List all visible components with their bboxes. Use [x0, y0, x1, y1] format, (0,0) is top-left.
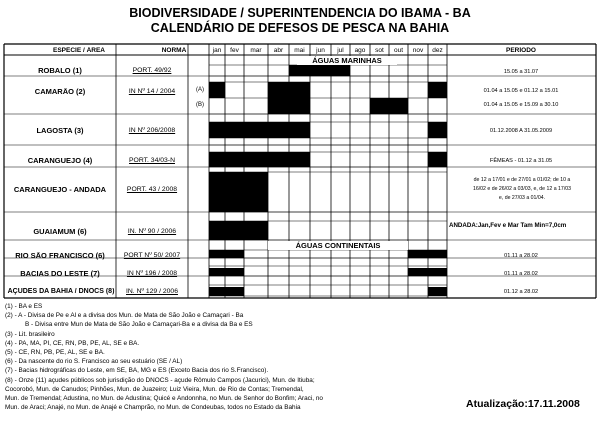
species-acudes-dnocs: AÇUDES DA BAHIA / DNOCS (8) [7, 288, 115, 295]
norma-camarao: IN Nº 14 / 2004 [128, 88, 176, 95]
periodo-robalo: 15.05 a 31.07 [503, 69, 539, 75]
species-rio-sao-francisco: RIO SÃO FRANCISCO (6) [15, 252, 105, 260]
closed-season-bacias-leste [408, 268, 447, 276]
species-robalo: ROBALO (1) [38, 67, 82, 75]
footnote: Cocorobó, Mun. de Canudos; Pinhões, Mun. de Juazeiro; Luiz Vieira, Mun. de Rio de Contas; Tremendal, [5, 385, 304, 393]
footnote: (3) - Lit. brasileiro [5, 330, 55, 338]
closed-season-acudes-jan-feb [209, 287, 244, 296]
footnote: B - Divisa entre Mun de Mata de São João e Camaçari-Ba e a divisa da Ba e ES [25, 321, 253, 329]
update-date: Atualização:17.11.2008 [466, 398, 580, 410]
species-caranguejo-andada: CARANGUEJO - ANDADA [13, 186, 107, 194]
month-header-dez: dez [432, 47, 443, 54]
closed-season-andada [209, 172, 268, 212]
month-header-fev: fev [230, 47, 239, 54]
month-header-jan: jan [212, 47, 222, 54]
norma-lagosta: IN Nº 206/2008 [128, 127, 176, 134]
closed-season-rio-sao-francisco-jan-feb [209, 250, 244, 258]
closed-season-camarao-a-dec [428, 82, 447, 98]
periodo-acudes-dnocs: 01.12 a 28.02 [503, 289, 539, 295]
month-header-jul: jul [337, 47, 344, 54]
norma-header: NORMA [161, 47, 187, 54]
footnote: (1) - BA e ES [5, 303, 43, 310]
norma-guaiamum: IN. Nº 90 / 2006 [127, 228, 177, 235]
month-header-mai: mai [294, 47, 305, 54]
species-guaiamum: GUAIAMUM (6) [33, 228, 87, 236]
periodo-rio-sao-francisco: 01.11 a 28.02 [504, 253, 538, 259]
closed-season-camarao-b-sep-oct [370, 98, 408, 114]
footnotes [5, 302, 445, 412]
periodo-andada-line3: e, de 27/03 a 01/04. [498, 195, 546, 201]
periodo-andada-line1: de 12 a 17/01 e de 27/01 a 01/02; de 10 a [473, 177, 571, 183]
month-header-out: out [393, 47, 404, 54]
species-header: ESPÉCIE / ÁREA [52, 47, 105, 54]
species-bacias-do-leste: BACIAS DO LESTE (7) [20, 270, 100, 278]
month-header-nov: nov [412, 47, 424, 54]
closed-season-acudes-dec [428, 287, 447, 296]
month-header-sot: sot [375, 47, 384, 54]
footnote: Mun. de Tremendal; Adustina, no Mun. de Adustina; Quicé e Andonnha, no Mun. de Senhor do Bonfim; Araci, no [5, 395, 323, 403]
document-title: BIODIVERSIDADE / SUPERINTENDENCIA DO IBAMA - BA [129, 6, 471, 20]
closed-season-robalo [289, 65, 350, 76]
camarao-zone-a: (A) [196, 87, 204, 93]
periodo-header: PERÍODO [506, 47, 536, 54]
species-lagosta: LAGOSTA (3) [36, 127, 84, 135]
closed-season-caranguejo [209, 152, 310, 167]
footnote: (4) - PA, MA, PI, CE, RN, PB, PE, AL, SE e BA. [5, 339, 140, 347]
closed-season-camarao-a-jan [209, 82, 225, 98]
footnote: (2) - A - Divisa de Pe e Al e a divisa dos Mun. de Mata de São João e Camaçari - Ba [5, 312, 244, 320]
closed-season-guaiamum [209, 221, 268, 240]
month-header-ago: ago [354, 47, 366, 54]
norma-caranguejo: PORT. 34/03-N [129, 157, 175, 164]
periodo-andada-line2: 16/02 e de 26/02 a 03/03, e, de 12 a 17/03 [472, 186, 572, 192]
band-marine-waters: ÁGUAS MARINHAS [297, 56, 397, 65]
month-header-jun: jun [316, 47, 325, 54]
periodo-caranguejo: FÊMEAS - 01.12 a 31.05 [489, 158, 553, 164]
month-header-abr: abr [273, 47, 284, 54]
norma-caranguejo-andada: PORT. 43 / 2008 [126, 186, 178, 193]
periodo-camarao-b: 01.04 a 15.05 e 15.09 a 30.10 [483, 102, 559, 108]
species-camarao: CAMARÃO (2) [34, 88, 86, 96]
periodo-bacias-do-leste: 01.11 a 28.02 [504, 271, 538, 277]
closed-season-lagosta [209, 122, 310, 138]
periodo-guaiamum: ANDADA:Jan,Fev e Mar Tam Min=7,0cm [449, 222, 567, 229]
closed-season-bacias-leste-jan-feb [209, 268, 244, 276]
band-continental-waters: ÁGUAS CONTINENTAIS [268, 241, 408, 250]
closed-season-camarao-a-apr-may [268, 82, 310, 114]
species-caranguejo: CARANGUEJO (4) [27, 157, 93, 165]
document-subtitle: CALENDÁRIO DE DEFESOS DE PESCA NA BAHIA [150, 21, 450, 35]
footnote: (8) - Onze (11) açudes públicos sob jurisdição do DNOCS - açude Rômulo Campos (Jacurici), Mun. de Itiuba; [5, 376, 315, 384]
footnote: (6) - Da nascente do rio S. Francisco ao seu estuário (SE / AL) [5, 358, 183, 366]
footnote: (7) - Bacias hidrográficas do Leste, em SE, BA, MG e ES (Exceto Bacia dos rio S.Francisco). [5, 367, 269, 375]
norma-bacias-do-leste: IN Nº 196 / 2008 [126, 270, 178, 277]
footnote: (5) - CE, RN, PB, PE, AL, SE e BA. [5, 349, 105, 357]
footnote: Mun. de Araci; Anajé, no Mun. de Anajé e Champrão, no Mun. de Condeubas, todos no Estado da Bahia [5, 404, 301, 412]
month-header-mar: mar [250, 47, 262, 54]
closed-season-lagosta-dec [428, 122, 447, 138]
norma-robalo: PORT. 49/92 [132, 67, 172, 74]
camarao-zone-b: (B) [196, 102, 204, 108]
periodo-camarao-a: 01.04 a 15.05 e 01.12 a 15.01 [483, 88, 559, 94]
norma-rio-sao-francisco: PORT Nº 50/ 2007 [123, 252, 181, 259]
norma-acudes-dnocs: IN. Nº 129 / 2006 [126, 288, 178, 295]
periodo-lagosta: 01.12.2008 A 31.05.2009 [489, 128, 553, 134]
closed-season-caranguejo-dec [428, 152, 447, 167]
closed-season-rio-sao-francisco [408, 250, 447, 258]
